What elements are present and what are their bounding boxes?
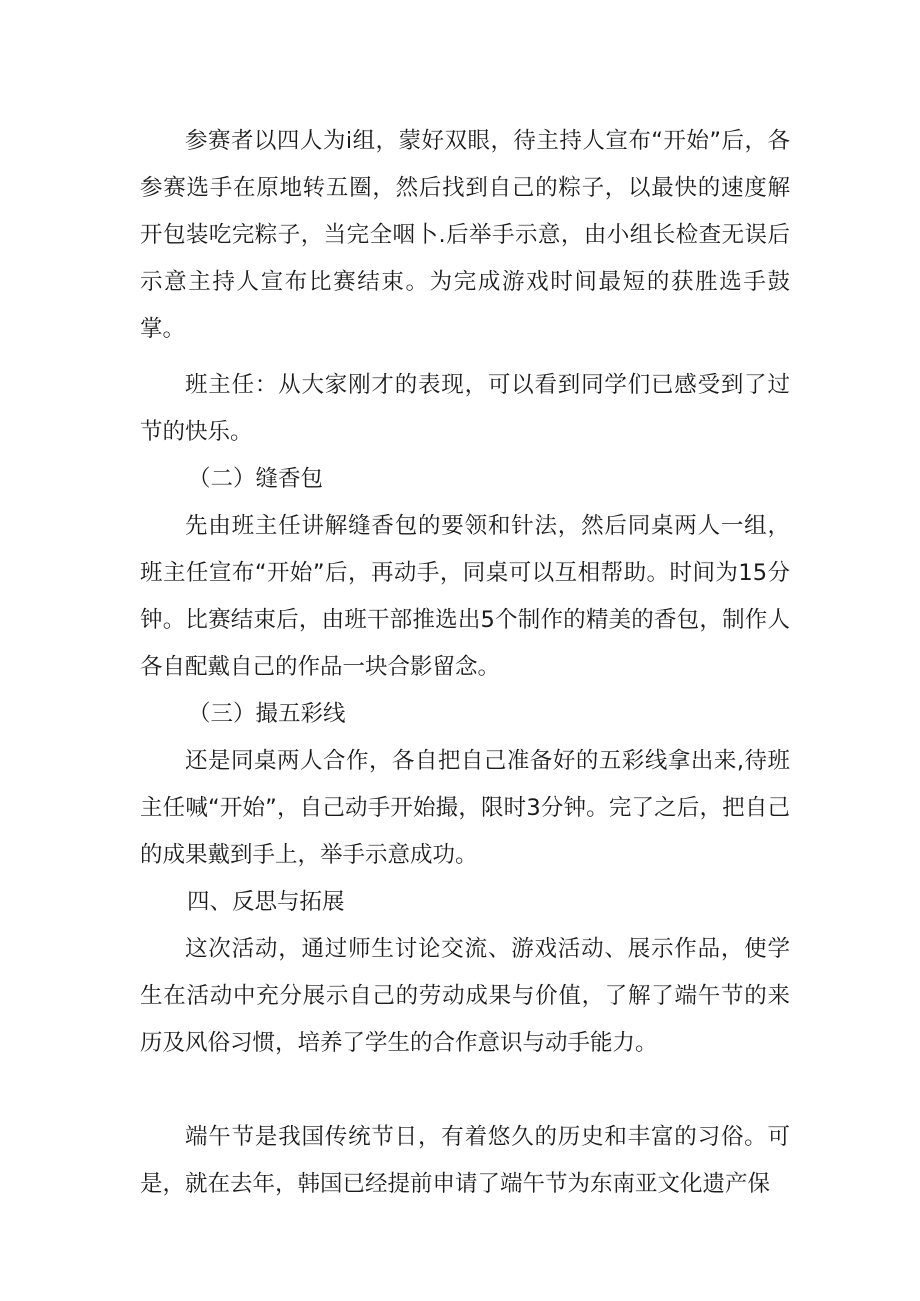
paragraph-festival-heritage: 端午节是我国传统节日，有着悠久的历史和丰富的习俗。可是，就在去年，韩国已经提前申请了端午节为东南亚文化遗产保 <box>140 1124 790 1197</box>
section-heading-five-color-thread: （三）撮五彩线 <box>188 701 346 727</box>
paragraph-thread-activity: 还是同桌两人合作，各自把自己准备好的五彩线拿出来,待班主任喊“开始”，自己动手开始撮，限时3分钟。完了之后，把自己的成果戴到手上，举手示意成功。 <box>140 748 790 868</box>
section-heading-reflection: 四、反思与拓展 <box>187 889 345 915</box>
section-heading-sachet: （二）缝香包 <box>188 466 324 492</box>
paragraph-game-rules: 参赛者以四人为i组，蒙好双眼，待主持人宣布“开始”后，各参赛选手在原地转五圈，然后找到自己的粽子，以最快的速度解开包装吃完粽子，当完全咽卜.后举手示意，由小组长检查无误后示意主持人宣布比赛结束。为完成游戏时间最短的获胜选手鼓掌。 <box>140 128 790 342</box>
paragraph-sachet-activity: 先由班主任讲解缝香包的要领和针法，然后同桌两人一组，班主任宣布“开始”后，再动手，同桌可以互相帮助。时间为15分钟。比赛结束后，由班干部推选出5个制作的精美的香包，制作人各自配戴自己的作品一块合影留念。 <box>140 513 790 680</box>
paragraph-reflection: 这次活动，通过师生讨论交流、游戏活动、展示作品，使学生在活动中充分展示自己的劳动成果与价值，了解了端午节的来历及风俗习惯，培养了学生的合作意识与动手能力。 <box>140 936 790 1056</box>
paragraph-teacher-remark: 班主任：从大家刚才的表现，可以看到同学们已感受到了过节的快乐。 <box>140 372 790 445</box>
